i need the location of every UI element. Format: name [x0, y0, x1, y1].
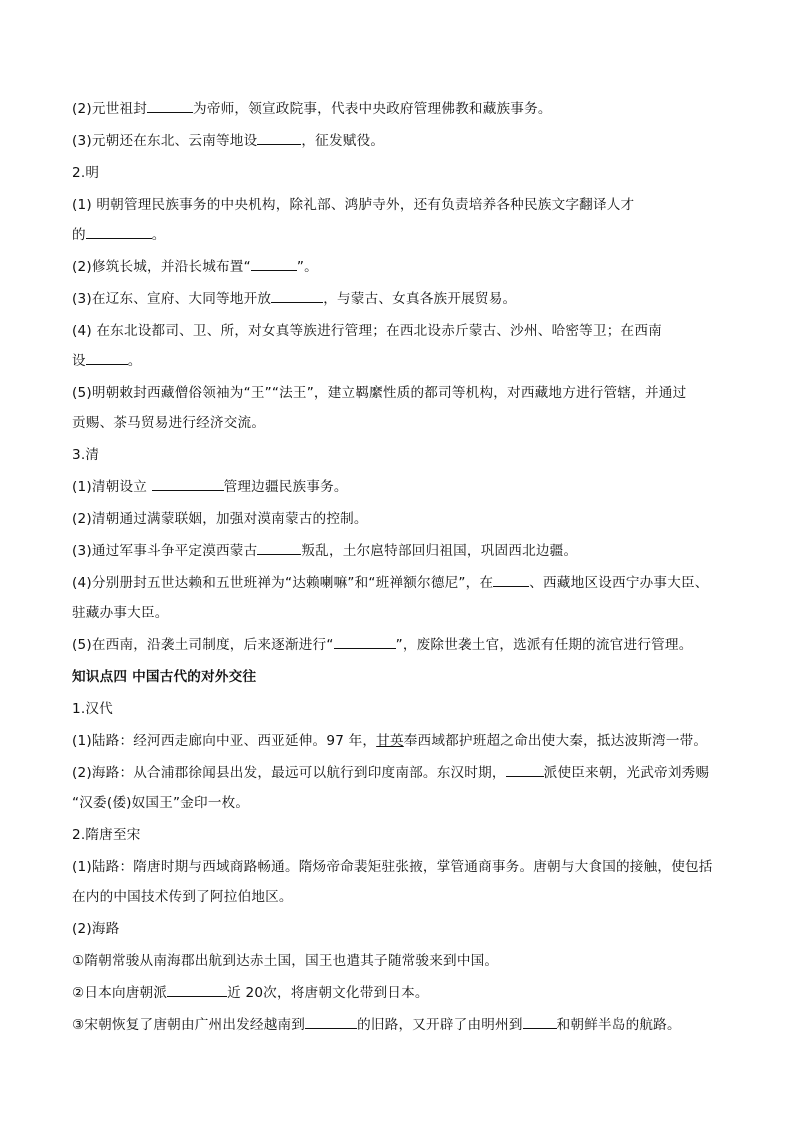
subsection-heading: 3.清	[72, 447, 100, 463]
fill-blank	[493, 572, 529, 587]
fill-blank	[506, 762, 544, 777]
text-line: (3)元朝还在东北、云南等地设 ，征发赋役。	[72, 130, 384, 152]
subsection-heading: 2.隋唐至宋	[72, 827, 141, 843]
text-line: (3)通过军事斗争平定漠西蒙古 叛乱，土尔扈特部回归祖国，巩固西北边疆。	[72, 540, 577, 562]
text-line: (1)清朝设立 管理边疆民族事务。	[72, 476, 348, 498]
text-line: (4)分别册封五世达赖和五世班禅为“达赖喇嘛”和“班禅额尔德尼”，在 、西藏地区设西宁办事大臣、	[72, 572, 709, 594]
subsection-heading: 1.汉代	[72, 701, 113, 717]
text-line: (5)明朝敕封西藏僧俗领袖为“王”“法王”，建立羁縻性质的都司等机构，对西藏地方进行管辖，并通过	[72, 385, 687, 401]
text-line: (4) 在东北设都司、卫、所，对女真等族进行管理；在西北设赤斤蒙古、沙州、哈密等卫；在西南	[72, 323, 662, 339]
text-line: (1)陆路：隋唐时期与西域商路畅通。隋炀帝命裴矩驻张掖，掌管通商事务。唐朝与大食国的接触，使包括	[72, 859, 713, 875]
text-line: (2)清朝通过满蒙联姻，加强对漠南蒙古的控制。	[72, 511, 368, 527]
fill-blank	[271, 288, 323, 303]
fill-blank	[257, 130, 301, 145]
text-line: (2)修筑长城，并沿长城布置“ ”。	[72, 256, 318, 278]
text-line: 贡赐、茶马贸易进行经济交流。	[72, 415, 266, 431]
text-line: (1) 明朝管理民族事务的中央机构，除礼部、鸿胪寺外，还有负责培养各种民族文字翻译人才	[72, 197, 635, 213]
text-line: (2)海路	[72, 921, 120, 937]
subsection-heading: 2.明	[72, 165, 100, 181]
text-line: ①隋朝常骏从南海郡出航到达赤土国，国王也遣其子随常骏来到中国。	[72, 953, 499, 969]
fill-blank	[257, 540, 301, 555]
fill-blank	[334, 634, 396, 649]
fill-blank	[167, 982, 227, 997]
fill-blank	[86, 350, 128, 365]
fill-blank	[523, 1014, 557, 1029]
text-line: 的 。	[72, 224, 166, 246]
text-line: 驻藏办事大臣。	[72, 605, 169, 621]
text-line: ②日本向唐朝派 近 20次，将唐朝文化带到日本。	[72, 982, 429, 1004]
text-line: 在内的中国技术传到了阿拉伯地区。	[72, 889, 293, 905]
text-line: 设 。	[72, 350, 142, 372]
section-heading: 知识点四 中国古代的对外交往	[72, 669, 257, 685]
fill-blank	[147, 98, 193, 113]
fill-blank	[251, 256, 297, 271]
text-line: “汉委(倭)奴国王”金印一枚。	[72, 795, 250, 811]
text-line: (2)元世祖封 为帝师，领宣政院事，代表中央政府管理佛教和藏族事务。	[72, 98, 552, 120]
text-line: (1)陆路：经河西走廊向中亚、西亚延伸。97 年，甘英奉西域都护班超之命出使大秦，抵达波斯湾一带。	[72, 733, 708, 749]
fill-blank	[86, 224, 152, 239]
text-line: (5)在西南，沿袭土司制度，后来逐渐进行“ ”，废除世袭土官，选派有任期的流官进行管理。	[72, 634, 693, 656]
fill-blank	[152, 476, 224, 491]
text-line: ③宋朝恢复了唐朝由广州出发经越南到 的旧路，又开辟了由明州到 和朝鲜半岛的航路。	[72, 1014, 681, 1036]
text-line: (2)海路：从合浦郡徐闻县出发，最远可以航行到印度南部。东汉时期， 派使臣来朝，光武帝刘秀赐	[72, 762, 709, 784]
fill-blank	[305, 1014, 357, 1029]
text-line: (3)在辽东、宣府、大同等地开放 ，与蒙古、女真各族开展贸易。	[72, 288, 516, 310]
